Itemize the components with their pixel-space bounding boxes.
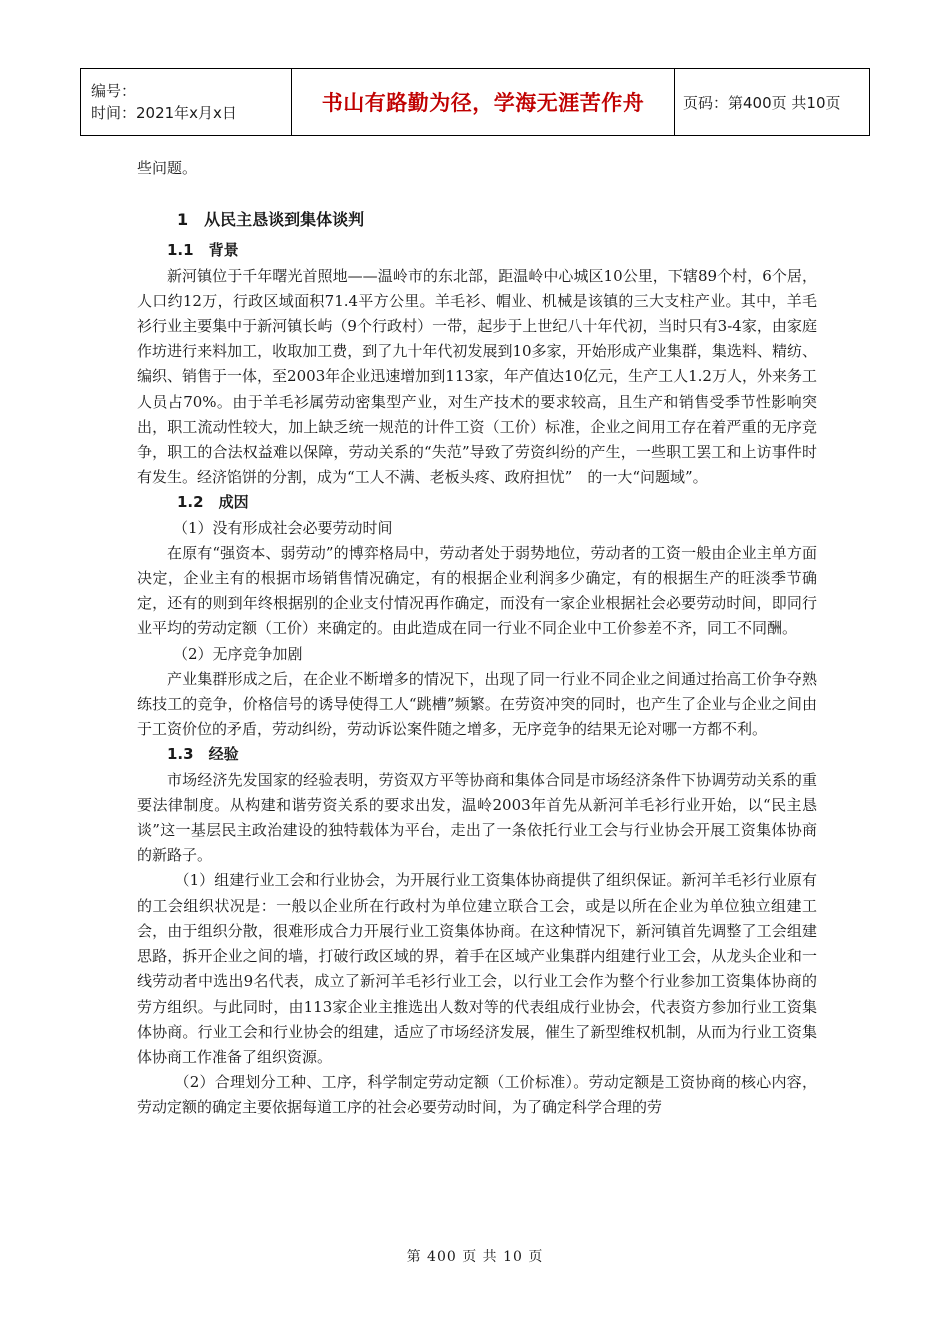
subsection-heading-experience: 1.3 经验 (167, 745, 239, 764)
cause-item-1-title: （1）没有形成社会必要劳动时间 (173, 518, 393, 537)
paragraph-background: 新河镇位于千年曙光首照地——温岭市的东北部，距温岭中心城区10公里，下辖89个村，6个居，人口约12万，行政区域面积71.4平方公里。羊毛衫、帽业、机械是该镇的三大支柱产业。其中，羊毛衫行业主要集中于新河镇长屿（9个行政村）一带，起步于上世纪八十年代初，当时只有3-4家，由家庭作坊进行来料加工，收取加工费，到了九十年代初发展到10多家，开始形成产业集群，集选料、精纺、编织、销售于一体，至2003年企业迅速增加到113家，年产值达10亿元，生产工人1.2万人，外来务工人员占70%。由于羊毛衫属劳动密集型产业，对生产技术的要求较高，且生产和销售受季节性影响突出，职工流动性较大，加上缺乏统一规范的计件工资（工价）标准，企业之间用工存在着严重的无序竞争，职工的合法权益难以保障，劳动关系的“失范”导致了劳资纠纷的产生，一些职工罢工和上访事件时有发生。经济馅饼的分割，成为“工人不满、老板头疼、政府担忧” 的一大“问题域”。 (137, 266, 817, 487)
header-meta-cell (81, 69, 292, 136)
document-body (137, 156, 817, 1121)
section-heading-1: 1 从民主恳谈到集体谈判 (177, 210, 365, 230)
header-page-info: 页码：第400页 共10页 (675, 69, 870, 136)
paragraph-continuation: 些问题。 (137, 159, 198, 177)
paragraph-experience: 市场经济先发国家的经验表明，劳资双方平等协商和集体合同是市场经济条件下协调劳动关系的重要法律制度。从构建和谐劳资关系的要求出发，温岭2003年首先从新河羊毛衫行业开始，以“民主恳谈”这一基层民主政治建设的独特载体为平台，走出了一条依托行业工会与行业协会开展工资集体协商的新路子。 (137, 770, 817, 865)
header-motto: 书山有路勤为径，学海无涯苦作舟 (292, 69, 675, 136)
subsection-heading-background: 1.1 背景 (167, 241, 239, 260)
document-header (80, 68, 870, 136)
doc-number-label: 编号： (91, 82, 137, 100)
subsection-heading-causes: 1.2 成因 (177, 493, 249, 512)
page-footer: 第 400 页 共 10 页 (406, 1249, 544, 1265)
cause-item-2-title: （2）无序竞争加剧 (173, 644, 303, 663)
doc-time-label: 时间：2021年x月x日 (91, 104, 237, 122)
paragraph-cause-1: 在原有“强资本、弱劳动”的博弈格局中，劳动者处于弱势地位，劳动者的工资一般由企业主单方面决定，企业主有的根据市场销售情况确定，有的根据企业利润多少确定，有的根据生产的旺淡季节确定，还有的则到年终根据别的企业支付情况再作确定，而没有一家企业根据社会必要劳动时间，即同行业平均的劳动定额（工价）来确定的。由此造成在同一行业不同企业中工价参差不齐，同工不同酬。 (137, 543, 817, 638)
paragraph-experience-1: （1）组建行业工会和行业协会，为开展行业工资集体协商提供了组织保证。新河羊毛衫行业原有的工会组织状况是：一般以企业所在行政村为单位建立联合工会，或是以所在企业为单位独立组建工会，由于组织分散，很难形成合力开展行业工资集体协商。在这种情况下，新河镇首先调整了工会组建思路，拆开企业之间的墙，打破行政区域的界，着手在区域产业集群内组建行业工会，从龙头企业和一线劳动者中选出9名代表，成立了新河羊毛衫行业工会，以行业工会作为整个行业参加工资集体协商的劳方组织。与此同时，由113家企业主推选出人数对等的代表组成行业协会，代表资方参加行业工资集体协商。行业工会和行业协会的组建，适应了市场经济发展，催生了新型维权机制，从而为行业工资集体协商工作准备了组织资源。 (137, 871, 817, 1066)
paragraph-experience-2: （2）合理划分工种、工序，科学制定劳动定额（工价标准）。劳动定额是工资协商的核心内容，劳动定额的确定主要依据每道工序的社会必要劳动时间，为了确定科学合理的劳 (137, 1073, 817, 1117)
paragraph-cause-2: 产业集群形成之后，在企业不断增多的情况下，出现了同一行业不同企业之间通过抬高工价争夺熟练技工的竞争，价格信号的诱导使得工人“跳槽”频繁。在劳资冲突的同时，也产生了企业与企业之间由于工资价位的矛盾，劳动纠纷，劳动诉讼案件随之增多，无序竞争的结果无论对哪一方都不利。 (137, 669, 817, 739)
